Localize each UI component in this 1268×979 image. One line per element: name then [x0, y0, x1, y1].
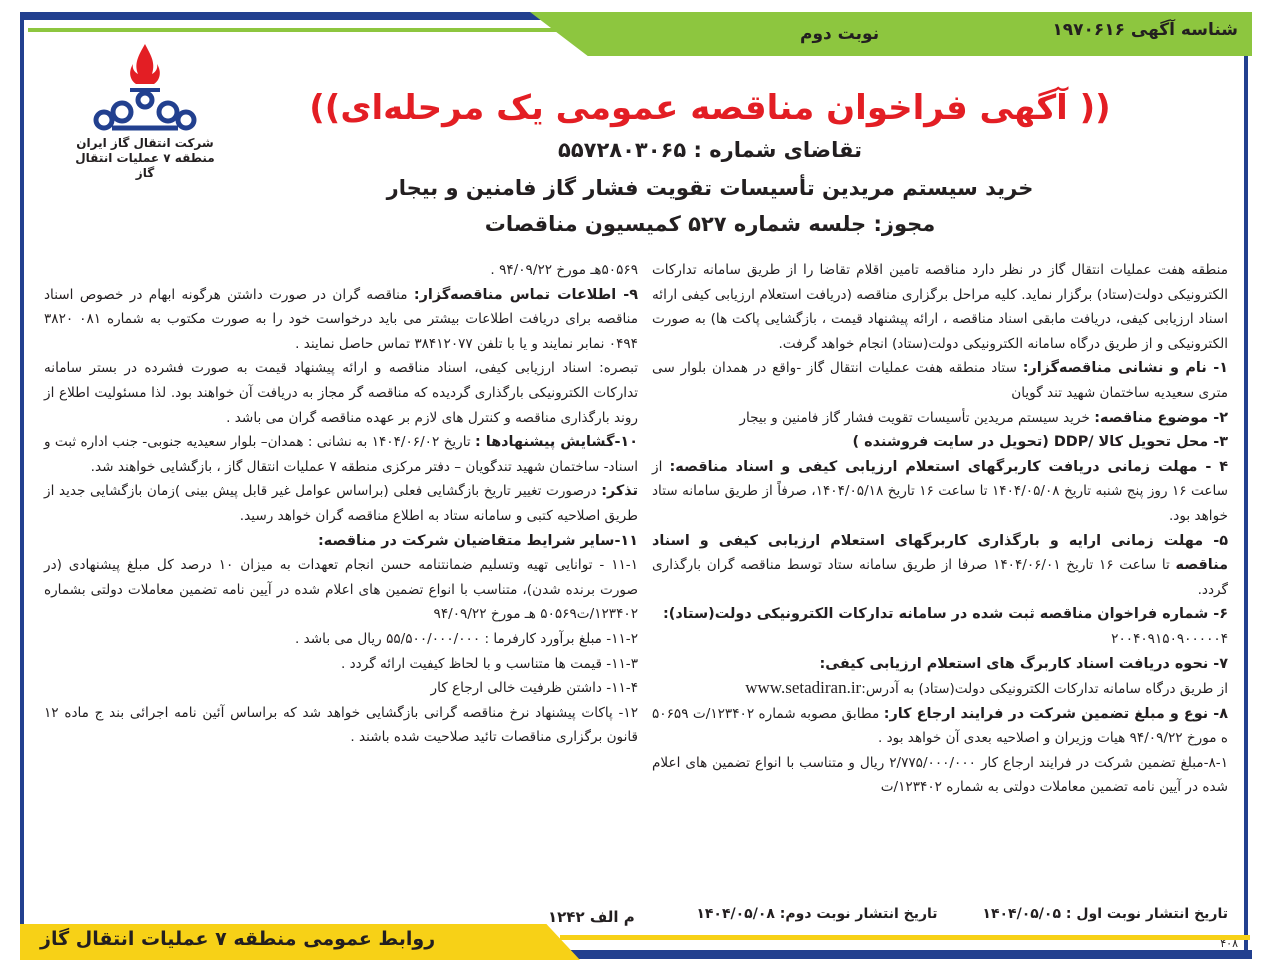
publication-dates: [656, 906, 1228, 922]
reminder: تذکر: درصورت تغییر تاریخ بازگشایی فعلی (براساس عوامل غیر قابل پیش بینی )زمان بازگشایی جدید از طریق اصلاحیه کتبی و سامانه ستاد به اطلاع مناقصه گران خواهد رسید.: [44, 483, 638, 524]
request-number: تقاضای شماره : ۵۵۷۲۸۰۳۰۶۵: [558, 138, 862, 162]
section-1: ۱- نام و نشانی مناقصه‌گزار: ستاد منطقه هفت عملیات انتقال گاز -واقع در همدان بلوار سی متری سعیدیه ساختمان شهید تند گویان: [652, 360, 1228, 401]
section-6: ۶- شماره فراخوان مناقصه ثبت شده در سامانه تدارکات الکترونیکی دولت(ستاد):: [663, 606, 1228, 623]
ad-code: م الف ۱۲۴۲: [548, 908, 635, 926]
section-11-4: ۱۱-۴- داشتن ظرفیت خالی ارجاع کار: [430, 680, 638, 697]
header-line: [28, 28, 588, 32]
logo-company-name: شرکت انتقال گاز ایران: [76, 136, 214, 150]
ad-id: شناسه آگهی ۱۹۷۰۶۱۶: [1052, 20, 1238, 40]
section-2: ۲- موضوع مناقصه: خرید سیستم مریدین تأسیسات تقویت فشار گاز فامنین و بیجار: [739, 409, 1228, 426]
company-logo: [70, 40, 220, 181]
section-11-2: ۱۱-۲- مبلغ برآورد کارفرما : ۵۵/۵۰۰/۰۰۰/۰۰۰ ریال می باشد .: [295, 630, 638, 647]
left-column: [44, 258, 638, 750]
right-column: [652, 258, 1228, 800]
section-4: ۴ - مهلت زمانی دریافت کاربرگهای استعلام ارزیابی کیفی و اسناد مناقصه: از ساعت ۱۶ روز پنج شنبه تاریخ ۱۴۰۴/۰۵/۰۸ تا ساعت ۱۶ تاریخ ۱۴۰۴/۰۵/۱۸، صرفاً از طریق سامانه ستاد خواهد بود.: [652, 458, 1229, 524]
footer-line: [560, 935, 1250, 940]
section-5: ۵- مهلت زمانی ارایه و بارگذاری کاربرگهای استعلام ارزیابی کیفی و اسناد مناقصه تا ساعت ۱۶ تاریخ ۱۴۰۴/۰۶/۰۱ صرفا از طریق سامانه ستاد توسط مناقصه گران بارگذاری گردد.: [652, 532, 1228, 598]
section-8-1-cont: ۵۰۵۶۹هـ مورخ ۹۴/۰۹/۲۲ .: [490, 262, 638, 278]
section-3: ۳- محل تحویل کالا /DDP (تحویل در سایت فروشنده ): [852, 434, 1228, 451]
section-11: ۱۱-سایر شرایط متقاضیان شرکت در مناقصه:: [317, 532, 638, 549]
section-11-3: ۱۱-۳- قیمت ها متناسب و با لحاظ کیفیت ارائه گردد .: [340, 655, 638, 672]
setad-url-link[interactable]: www.setadiran.ir: [745, 678, 862, 698]
intro: منطقه هفت عملیات انتقال گاز در نظر دارد مناقصه تامین اقلام تقاضا را از طریق سامانه تدارکات الکترونیکی دولت(ستاد) برگزار نماید. کلیه مراحل برگزاری مناقصه (دریافت استعلام ارزیابی کیفی ارائه اسناد ارزیابی کیفی، دریافت مابقی اسناد مناقصه ، ارائه پیشنهاد قیمت ، بازگشایی پاکت ها) به صورت الکترونیکی و از طریق درگاه سامانه الکترونیکی دولت(ستاد) انجام خواهد گرفت.: [652, 262, 1228, 352]
second-publication-date: تاریخ انتشار نوبت دوم: ۱۴۰۴/۰۵/۰۸: [696, 906, 938, 922]
section-12: ۱۲- پاکات پیشنهاد نرخ مناقصه گرانی بازگشایی خواهد شد که براساس آئین نامه اجرائی بند ج ماده ۱۲ قانون برگزاری مناقصات تائید صلاحیت شده باشند .: [44, 704, 638, 746]
public-relations-signature: روابط عمومی منطقه ۷ عملیات انتقال گاز: [40, 928, 436, 950]
section-8-1: ۸-۱-مبلغ تضمین شرکت در فرایند ارجاع کار ۲/۷۷۵/۰۰۰/۰۰۰ ریال و متناسب با انواع تضمین های اعلام شده در آیین نامه تضمین معاملات دولتی به شماره ۱۲۳۴۰۲/ت: [652, 754, 1229, 796]
section-10: ۱۰-گشایش پیشنهادها : تاریخ ۱۴۰۴/۰۶/۰۲ به نشانی : همدان– بلوار سعیدیه جنوبی- جنب اداره ثبت و اسناد- ساختمان شهید تندگویان – دفتر مرکزی منطقه ۷ عملیات انتقال گاز ، بازگشایی خواهند شد.: [44, 434, 638, 475]
tender-call-number: ۲۰۰۴۰۹۱۵۰۹۰۰۰۰۰۴: [1111, 630, 1228, 647]
section-7: ۷- نحوه دریافت اسناد کاربرگ های استعلام ارزیابی کیفی:: [819, 655, 1228, 672]
gas-flame-logo-icon: [90, 40, 200, 132]
logo-region-name: منطقه ۷ عملیات انتقال گاز: [75, 151, 215, 180]
first-publication-date: تاریخ انتشار نوبت اول : ۱۴۰۴/۰۵/۰۵: [982, 906, 1228, 922]
section-8: ۸- نوع و مبلغ تضمین شرکت در فرایند ارجاع کار: مطابق مصوبه شماره ۱۲۳۴۰۲/ت ۵۰۶۵۹ ه مورخ ۹۴/۰۹/۲۲ هیات وزیران و اصلاحیه بعدی آن خواهد بود .: [652, 705, 1228, 747]
permit: مجوز: جلسه شماره ۵۲۷ کمیسیون مناقصات: [484, 212, 936, 236]
tender-subject: خرید سیستم مریدین تأسیسات تقویت فشار گاز فامنین و بیجار: [386, 176, 1034, 200]
ad-title: (( آگهی فراخوان مناقصه عمومی یک مرحله‌ای)): [309, 88, 1111, 128]
section-11-1: ۱۱-۱ - توانایی تهیه وتسلیم ضمانتنامه حسن انجام تعهدات به میزان ۱۰ درصد کل مبلغ پیشنهادی (در صورت برنده شدن)، متناسب با انواع تضمین های اعلام شده در آیین نامه تضمین معاملات دولتی بشماره ۱۲۳۴۰۲/ت۵۰۵۶۹ هـ مورخ ۹۴/۰۹/۲۲: [44, 557, 638, 623]
publication-turn: نوبت دوم: [800, 24, 880, 44]
section-7-text: از طریق درگاه سامانه تدارکات الکترونیکی دولت(ستاد) به آدرس:www.setadiran.ir: [745, 678, 1228, 698]
note: تبصره: اسناد ارزیابی کیفی، اسناد مناقصه و ارائه پیشنهاد قیمت به صورت فشرده در بستر سامانه تدارکات الکترونیکی بارگذاری گردیده که مناقصه گر مجاز به دریافت آن خواهند بود. لذا مسئولیت اطلاع از روند بارگذاری مناقصه و کنترل های لازم بر عهده مناقصه گران می باشد .: [44, 360, 638, 426]
page-number: ۴۰۸: [1220, 937, 1238, 950]
section-9: ۹- اطلاعات تماس مناقصه‌گزار: مناقصه گران در صورت داشتن هرگونه ابهام در خصوص اسناد مناقصه برای دریافت اطلاعات بیشتر می باید درخواست خود را به صورت مکتوب به شماره ۰۸۱ ۳۸۲۰ ۰۴۹۴ نمابر نمایند و یا با تلفن ۳۸۴۱۲۰۷۷ تماس حاصل نمایند .: [44, 286, 639, 352]
